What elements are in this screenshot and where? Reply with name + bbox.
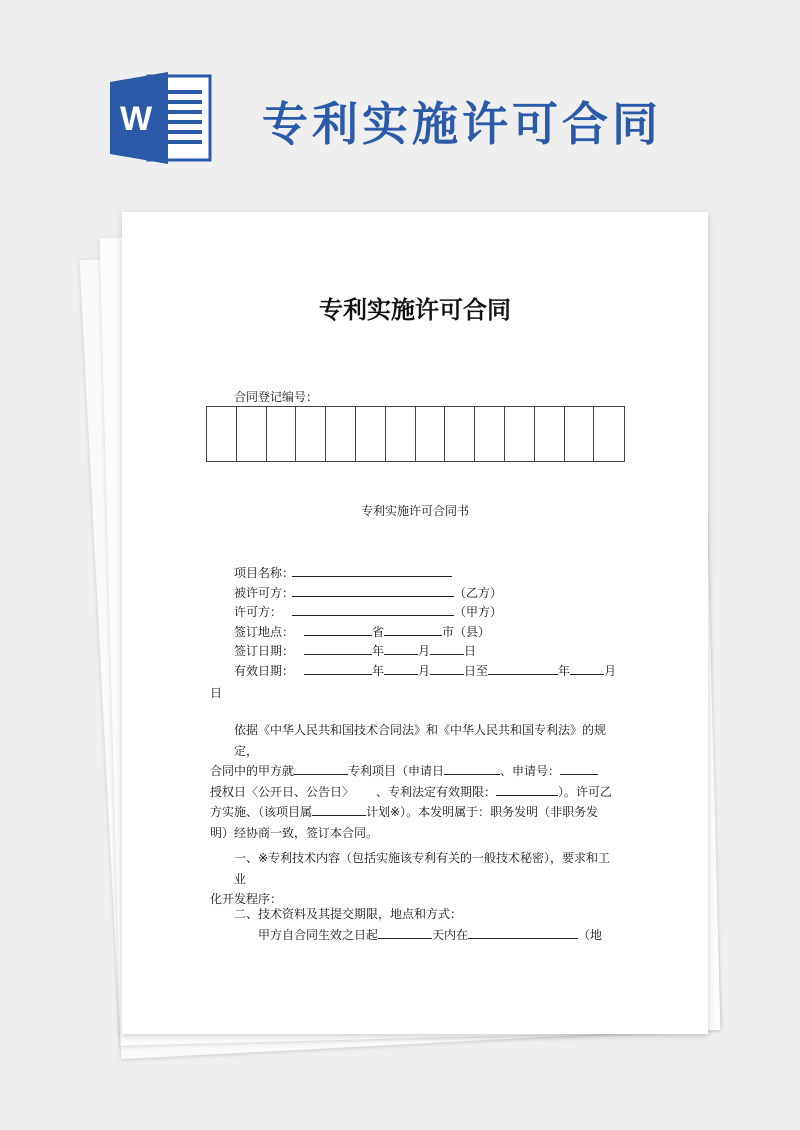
registration-number-cell <box>416 407 446 461</box>
blank-line <box>292 564 452 577</box>
registration-number-cell <box>505 407 535 461</box>
registration-number-grid <box>206 406 625 462</box>
valid-date-day: 日 <box>210 686 223 700</box>
registration-number-cell <box>296 407 326 461</box>
document-subtitle: 专利实施许可合同书 <box>360 504 469 518</box>
section-technical-content: 一、※专利技术内容（包括实施该专利有关的一般技术秘密），要求和工业 化开发程序： <box>210 851 611 906</box>
registration-number-cell <box>326 407 356 461</box>
registration-number-cell <box>475 407 505 461</box>
registration-number-cell <box>565 407 595 461</box>
blank-line <box>304 642 372 655</box>
section-technical-materials: 二、技术资料及其提交期限，地点和方式： 甲方自合同生效之日起 天内在 （地 <box>234 907 603 942</box>
blank-line <box>304 623 372 636</box>
registration-number-cell <box>267 407 297 461</box>
document-page <box>122 212 708 1034</box>
blank-line <box>384 642 418 655</box>
blank-line <box>292 603 454 616</box>
document-title: 专利实施许可合同 <box>319 296 511 324</box>
registration-number-cell <box>445 407 475 461</box>
field-licensor: 许可方： （甲方） <box>234 605 503 619</box>
blank-line <box>488 662 558 675</box>
registration-number-cell <box>237 407 267 461</box>
registration-number-label: 合同登记编号： <box>234 390 319 404</box>
word-icon-letter: W <box>119 100 153 138</box>
blank-line <box>292 584 454 597</box>
blank-line <box>570 662 604 675</box>
blank-line <box>384 662 418 675</box>
field-project-name: 项目名称： <box>234 564 654 584</box>
blank-line <box>430 642 464 655</box>
registration-number-cell <box>386 407 416 461</box>
blank-line <box>384 623 442 636</box>
registration-number-cell <box>594 407 624 461</box>
blank-line <box>430 662 464 675</box>
word-document-icon <box>110 72 214 164</box>
contract-fields <box>234 564 654 681</box>
field-valid-date: 有效日期： 年 月 日至 年 月 <box>234 663 617 678</box>
registration-number-cell <box>535 407 565 461</box>
blank-line <box>304 662 372 675</box>
field-sign-place: 签订地点： 省 市（县） <box>234 624 491 639</box>
registration-number-cell <box>207 407 237 461</box>
field-licensee: 被许可方： （乙方） <box>234 585 503 600</box>
field-sign-date: 签订日期： 年 月 日 <box>234 644 477 658</box>
paragraph-basis: 依据《中华人民共和国技术合同法》和《中华人民共和国专利法》的规定， 合同中的甲方就 专利项目（申请日 、申请号： 授权日〈公开日、公告日〉 、专利法定有效期限： ）。许可乙 方实施、（该项目属 计划※）。本发明属于：职务发明（非职务发 明）经协商一致，签订本合同。 <box>210 723 613 840</box>
registration-number-cell <box>356 407 386 461</box>
banner-title: 专利实施许可合同 <box>262 97 662 151</box>
banner <box>0 0 800 200</box>
